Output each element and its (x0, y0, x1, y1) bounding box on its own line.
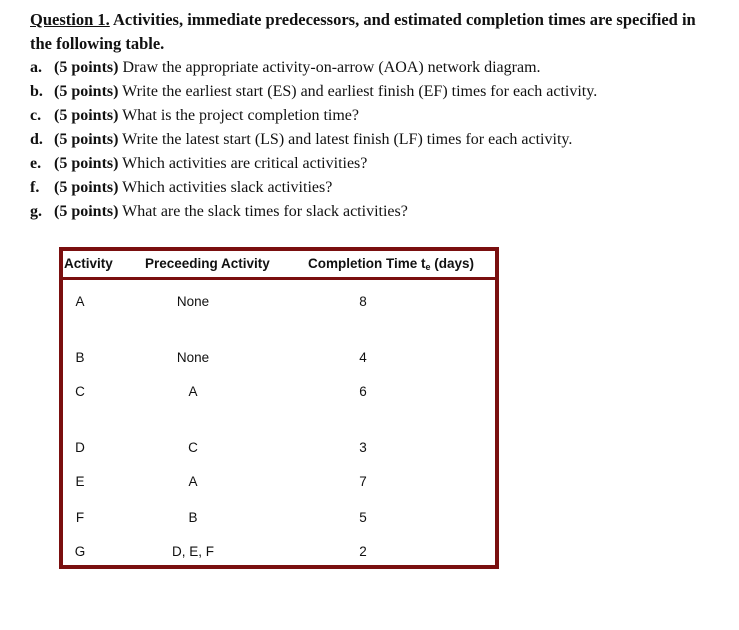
cell-activity: A (75, 294, 85, 309)
part-points: (5 points) (54, 203, 119, 220)
question-part-b (30, 80, 730, 104)
part-points: (5 points) (54, 179, 119, 196)
part-letter: b. (30, 83, 43, 100)
cell-time: 3 (359, 440, 367, 455)
part-text: What is the project completion time? (122, 107, 359, 124)
question-parts-list (30, 56, 730, 224)
part-points: (5 points) (54, 83, 119, 100)
cell-preceding: A (188, 384, 198, 399)
part-letter: a. (30, 59, 42, 76)
table-header-row (63, 251, 495, 280)
cell-time: 8 (359, 294, 367, 309)
question-number: Question 1. (30, 10, 110, 29)
table-row (63, 440, 495, 460)
part-text: Draw the appropriate activity-on-arrow (AOA) network diagram. (122, 59, 541, 76)
header-time-subscript: e (425, 262, 431, 272)
cell-activity: B (75, 350, 85, 365)
cell-time: 2 (359, 544, 367, 559)
cell-preceding: C (188, 440, 198, 455)
header-completion-time (308, 256, 474, 272)
cell-activity: E (75, 474, 85, 489)
question-part-e (30, 152, 730, 176)
cell-time: 6 (359, 384, 367, 399)
cell-preceding: B (188, 510, 198, 525)
question-part-f (30, 176, 730, 200)
table-row (63, 350, 495, 370)
cell-activity: G (74, 544, 86, 559)
question-part-c (30, 104, 730, 128)
part-text: Write the earliest start (ES) and earliest finish (EF) times for each activity. (122, 83, 598, 100)
question-part-g (30, 200, 730, 224)
question-part-d (30, 128, 730, 152)
cell-preceding: D, E, F (171, 544, 214, 559)
activity-table (59, 247, 499, 569)
part-points: (5 points) (54, 131, 119, 148)
table-row (63, 510, 495, 530)
table-row (63, 544, 495, 564)
question-part-a (30, 56, 730, 80)
part-text: Which activities are critical activities? (122, 155, 368, 172)
part-letter: f. (30, 179, 40, 196)
table-row (63, 294, 495, 314)
part-text: What are the slack times for slack activities? (122, 203, 408, 220)
table-row (63, 384, 495, 404)
question-text: Activities, immediate predecessors, and estimated completion times are specified in the following table. (30, 10, 696, 53)
part-points: (5 points) (54, 107, 119, 124)
part-letter: e. (30, 155, 42, 172)
part-points: (5 points) (54, 59, 119, 76)
cell-preceding: None (176, 350, 210, 365)
cell-activity: F (75, 510, 85, 525)
cell-time: 7 (359, 474, 367, 489)
header-time-label: Completion Time t (308, 256, 426, 271)
cell-time: 5 (359, 510, 367, 525)
part-letter: g. (30, 203, 42, 220)
cell-preceding: None (176, 294, 210, 309)
part-letter: d. (30, 131, 43, 148)
header-activity: Activity (64, 256, 113, 271)
cell-activity: D (75, 440, 85, 455)
cell-activity: C (75, 384, 85, 399)
cell-time: 4 (359, 350, 367, 365)
cell-preceding: A (188, 474, 198, 489)
part-text: Write the latest start (LS) and latest finish (LF) times for each activity. (122, 131, 573, 148)
header-preceding-activity: Preceeding Activity (145, 256, 270, 271)
header-time-unit: (days) (430, 256, 475, 271)
part-points: (5 points) (54, 155, 119, 172)
question-heading (30, 8, 720, 56)
part-text: Which activities slack activities? (122, 179, 333, 196)
part-letter: c. (30, 107, 42, 124)
table-row (63, 474, 495, 494)
